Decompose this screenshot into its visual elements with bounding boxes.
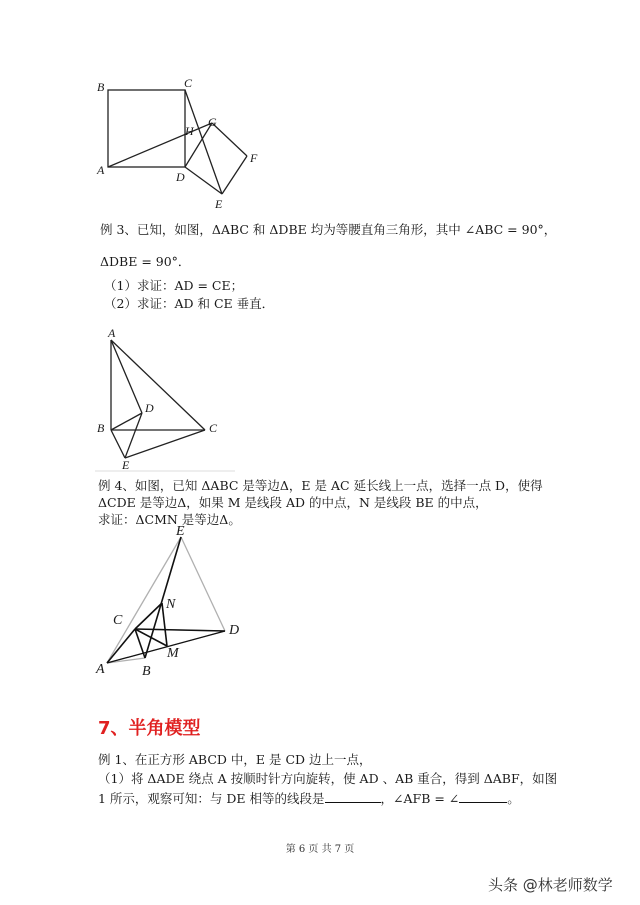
ex4-line2: ΔCDE 是等边Δ，如果 M 是线段 AD 的中点，N 是线段 BE 的中点，: [98, 495, 488, 510]
fig3-label-M: M: [167, 646, 179, 661]
ex1-line1: 例 1、在正方形 ABCD 中，E 是 CD 边上一点，: [98, 752, 372, 767]
ex1-line3-part3: 。: [507, 791, 520, 806]
fig1-label-H: H: [185, 124, 194, 138]
ex3-line1: 例 3、已知，如图，ΔABC 和 ΔDBE 均为等腰直角三角形，其中 ∠ABC = 90°，: [100, 222, 557, 237]
fig1-label-A: A: [97, 163, 105, 177]
ex4-line3: 求证：ΔCMN 是等边Δ。: [98, 512, 241, 527]
fig1-label-B: B: [97, 80, 105, 94]
fig2-label-A: A: [108, 326, 116, 340]
fig2-label-E: E: [122, 458, 130, 472]
figure-square-triangles: [90, 70, 270, 215]
ex3-line2: ΔDBE = 90°．: [100, 254, 191, 269]
fig1-label-C: C: [184, 76, 193, 90]
ex3-question-2: （2）求证：AD 和 CE 垂直．: [104, 296, 275, 311]
fig3-label-D: D: [229, 623, 240, 638]
ex3-question-1: （1）求证：AD = CE；: [104, 278, 244, 293]
fig2-label-B: B: [97, 421, 105, 435]
fig3-label-N: N: [166, 597, 176, 612]
fig1-label-F: F: [250, 151, 258, 165]
section-title: 7、半角模型: [98, 718, 201, 739]
ex1-line3-part1: 1 所示，观察可知：与 DE 相等的线段是: [98, 791, 325, 806]
fig3-label-C: C: [113, 613, 123, 628]
ex1-line3: [98, 790, 520, 807]
ex4-line1: 例 4、如图，已知 ΔABC 是等边Δ，E 是 AC 延长线上一点，选择一点 D，使得: [98, 478, 543, 493]
fig1-label-D: D: [176, 170, 185, 184]
fig3-label-B: B: [142, 664, 151, 679]
fig1-label-G: G: [208, 115, 217, 129]
figure-two-isosceles-right-triangles: [95, 322, 235, 474]
answer-blank-angle[interactable]: [459, 790, 507, 803]
fig2-label-D: D: [145, 401, 154, 415]
fig1-label-E: E: [215, 197, 223, 211]
ex1-line2: （1）将 ΔADE 绕点 A 按顺时针方向旋转，使 AD 、AB 重合，得到 ΔABF，如图: [98, 771, 558, 786]
page-footer: 第 6 页 共 7 页: [285, 844, 355, 855]
answer-blank-segment[interactable]: [325, 790, 381, 803]
fig3-label-E: E: [176, 524, 185, 539]
ex1-line3-part2: ，∠AFB = ∠: [380, 791, 460, 806]
fig3-label-A: A: [96, 662, 105, 677]
fig2-label-C: C: [209, 421, 218, 435]
watermark: 头条 @林老师数学: [488, 876, 613, 894]
